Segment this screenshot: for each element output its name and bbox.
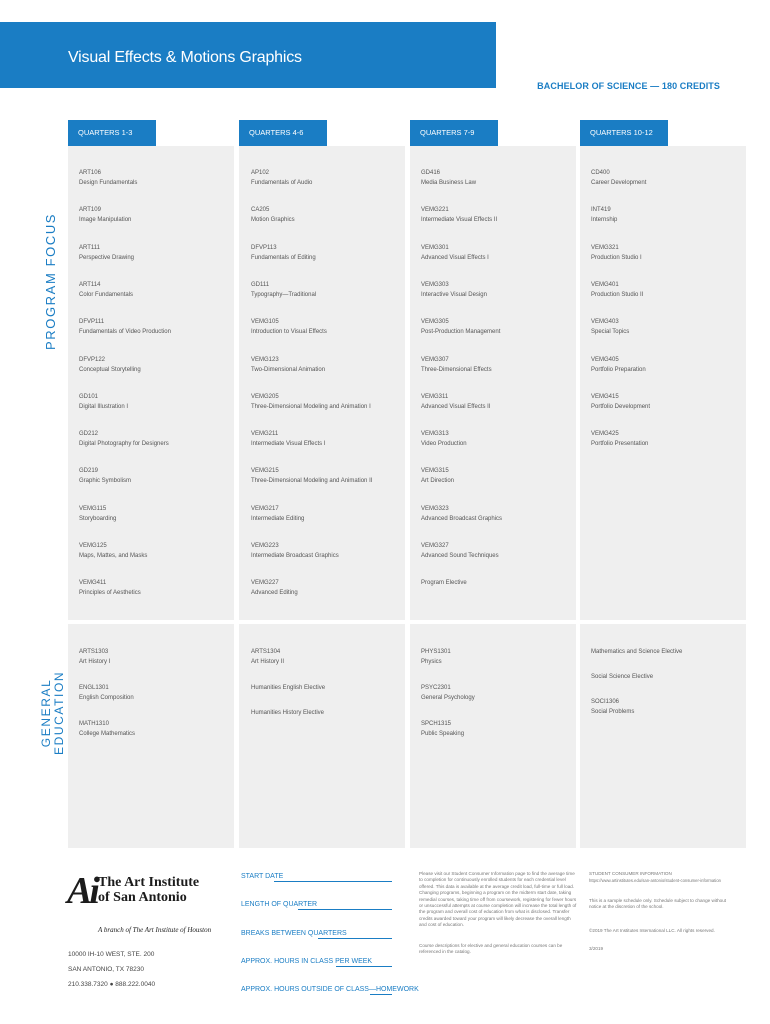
course-entry [591, 317, 751, 337]
title-banner [0, 22, 496, 88]
course-code: DFVP111 [79, 319, 105, 326]
start-date-field[interactable] [274, 881, 392, 882]
course-entry [421, 504, 581, 524]
breaks-field[interactable] [318, 938, 392, 939]
course-name: Advanced Editing [251, 590, 298, 597]
course-name: Intermediate Visual Effects I [251, 441, 326, 448]
course-code: VEMG115 [79, 505, 107, 512]
course-descriptions-note: Course descriptions for elective and general education courses can be referenced in the catalog. [419, 943, 563, 955]
course-name: Motion Graphics [251, 217, 295, 224]
course-name: Principles of Aesthetics [79, 590, 141, 597]
course-name: Advanced Visual Effects II [421, 403, 491, 410]
course-code: GD416 [421, 170, 441, 176]
quarter-header-1: QUARTERS 1-3 [68, 120, 156, 146]
course-entry [79, 205, 239, 225]
gen-ed-name: Social Problems [591, 709, 635, 715]
gen-ed-name: English Composition [79, 695, 134, 701]
course-entry [251, 205, 411, 225]
course-code: VEMG227 [251, 580, 279, 587]
course-entry [251, 466, 411, 486]
gen-ed-code: SOCI1306 [591, 699, 620, 705]
course-entry [251, 280, 411, 300]
course-entry [79, 392, 239, 412]
general-label-line2: EDUCATION [52, 670, 66, 755]
gen-ed-entry [591, 697, 751, 717]
gen-ed-entry [251, 708, 411, 718]
course-entry [591, 392, 751, 412]
course-entry [421, 317, 581, 337]
course-name: Graphic Symbolism [79, 478, 132, 485]
gen-ed-code: ARTS1303 [79, 649, 109, 655]
logo-line-2: of San Antonio [98, 890, 187, 905]
course-entry [421, 429, 581, 449]
general-column-4 [580, 624, 746, 848]
course-name: Media Business Law [421, 180, 477, 186]
course-name: Storyboarding [79, 515, 117, 522]
course-code: VEMG403 [591, 319, 619, 326]
quarter-header-3: QUARTERS 7-9 [410, 120, 498, 146]
course-entry [421, 243, 581, 263]
course-code: VEMG313 [421, 431, 449, 438]
course-entry [251, 355, 411, 375]
course-code: VEMG321 [591, 244, 619, 251]
course-name: Intermediate Visual Effects II [421, 217, 498, 224]
course-code: VEMG221 [421, 207, 449, 214]
course-name: Introduction to Visual Effects [251, 329, 327, 336]
gen-ed-code: PSYC2301 [421, 685, 451, 691]
course-code: Program Elective [421, 580, 467, 587]
course-name: Special Topics [591, 329, 630, 336]
course-name: Three-Dimensional Modeling and Animation II [251, 478, 373, 485]
course-entry [421, 392, 581, 412]
course-entry [79, 541, 239, 561]
course-code: VEMG125 [79, 543, 107, 549]
hours-in-class-label: APPROX. HOURS IN CLASS PER WEEK [241, 958, 373, 965]
consumer-info-text: Please visit our Student Consumer Information page to find the average time to completion for continuously enrolled students for each credential level offered. This data is available at the average credit load, full-time or full load. Changing programs, beginning a program on the midterm start date, taking remedial courses, taking time off from coursework, registering for fewer hours or unsuccessful attempts at course completion will increase the total length of the program and overall cost of education from what is disclosed. Transfer credits awarded toward your program will likely decrease the overall length and cost of education. [419, 871, 577, 928]
course-entry [79, 429, 239, 449]
course-name: Maps, Mattes, and Masks [79, 553, 148, 559]
gen-ed-entry [79, 647, 239, 667]
address-line-1: 10000 IH-10 WEST, STE. 200 [68, 951, 155, 958]
course-name: Advanced Visual Effects I [421, 254, 489, 261]
course-entry [591, 205, 751, 225]
course-entry [421, 280, 581, 300]
course-code: VEMG323 [421, 505, 449, 512]
gen-ed-code: Mathematics and Science Elective [591, 649, 683, 655]
course-name: Typography—Traditional [251, 291, 317, 298]
course-code: DFVP122 [79, 356, 106, 363]
course-entry [421, 466, 581, 486]
general-education-label [40, 671, 66, 755]
page-title: Visual Effects & Motions Graphics [68, 49, 302, 66]
course-name: Three-Dimensional Modeling and Animation I [251, 403, 371, 410]
course-entry [251, 504, 411, 524]
course-name: Interactive Visual Design [421, 291, 487, 298]
course-code: VEMG415 [591, 393, 619, 400]
course-code: VEMG315 [421, 468, 449, 475]
course-entry [79, 466, 239, 486]
course-name: Advanced Sound Techniques [421, 553, 499, 559]
gen-ed-entry [251, 647, 411, 667]
gen-ed-entry [421, 683, 581, 703]
course-code: GD212 [79, 431, 99, 438]
course-code: GD111 [251, 281, 270, 288]
gen-ed-code: PHYS1301 [421, 649, 451, 655]
copyright: ©2019 The Art Institutes International LLC. All rights reserved. [589, 928, 715, 933]
gen-ed-name: Art History I [79, 659, 111, 665]
general-label-line1: GENERAL [39, 678, 53, 748]
course-name: Portfolio Development [591, 403, 651, 410]
breaks-label: BREAKS BETWEEN QUARTERS [241, 930, 347, 937]
course-entry [421, 355, 581, 375]
course-code: AP102 [251, 170, 270, 176]
course-code: VEMG301 [421, 244, 449, 251]
gen-ed-name: Public Speaking [421, 731, 465, 737]
course-code: ART109 [79, 207, 101, 214]
gen-ed-entry [251, 683, 411, 693]
course-name: Intermediate Broadcast Graphics [251, 553, 339, 559]
course-entry [421, 578, 581, 588]
course-entry [251, 392, 411, 412]
quarter-header-2: QUARTERS 4-6 [239, 120, 327, 146]
course-name: Fundamentals of Audio [251, 180, 313, 186]
course-name: Art Direction [421, 478, 455, 485]
course-name: Fundamentals of Editing [251, 254, 316, 261]
course-entry [591, 243, 751, 263]
course-code: VEMG305 [421, 319, 449, 326]
course-name: Perspective Drawing [79, 254, 135, 261]
course-code: VEMG205 [251, 393, 279, 400]
length-of-quarter-label: LENGTH OF QUARTER [241, 901, 318, 908]
course-code: VEMG401 [591, 281, 619, 288]
gen-ed-code: ARTS1304 [251, 649, 281, 655]
length-of-quarter-field[interactable] [298, 909, 392, 910]
course-entry [251, 168, 411, 188]
course-code: VEMG211 [251, 431, 279, 438]
revision-date: 3/2019 [589, 946, 604, 951]
course-name: Conceptual Storytelling [79, 366, 141, 373]
course-code: ART111 [79, 244, 101, 251]
course-code: VEMG223 [251, 543, 279, 549]
course-code: GD219 [79, 468, 99, 475]
course-name: Design Fundamentals [79, 180, 138, 186]
course-code: VEMG411 [79, 580, 107, 587]
course-entry [421, 168, 581, 188]
program-focus-label: PROGRAM FOCUS [43, 212, 58, 350]
hours-outside-field[interactable] [370, 994, 392, 995]
course-entry [591, 355, 751, 375]
gen-ed-entry [79, 683, 239, 703]
logo-wordmark [98, 875, 199, 905]
course-entry [79, 317, 239, 337]
course-name: Internship [591, 217, 618, 224]
course-entry [251, 317, 411, 337]
course-name: Image Manipulation [79, 217, 132, 224]
course-name: Three-Dimensional Effects [421, 366, 492, 373]
gen-ed-entry [421, 647, 581, 667]
gen-ed-entry [79, 719, 239, 739]
course-entry [79, 280, 239, 300]
course-name: Advanced Broadcast Graphics [421, 515, 503, 522]
gen-ed-name: General Psychology [421, 695, 475, 701]
course-entry [421, 541, 581, 561]
course-code: VEMG303 [421, 281, 449, 288]
gen-ed-entry [591, 672, 751, 682]
gen-ed-code: SPCH1315 [421, 721, 452, 727]
course-entry [251, 243, 411, 263]
course-name: Post-Production Management [421, 329, 501, 336]
course-code: VEMG217 [251, 505, 279, 512]
course-entry [591, 168, 751, 188]
gen-ed-entry [591, 647, 751, 657]
course-entry [79, 504, 239, 524]
phone-line: 210.338.7320 ● 888.222.0040 [68, 981, 156, 988]
course-entry [251, 429, 411, 449]
course-name: Digital Illustration I [79, 403, 129, 410]
course-entry [591, 429, 751, 449]
course-code: CD400 [591, 170, 610, 176]
course-entry [79, 243, 239, 263]
address-line-2: SAN ANTONIO, TX 78230 [68, 966, 144, 973]
course-entry [421, 205, 581, 225]
gen-ed-name: Art History II [251, 659, 285, 665]
course-code: VEMG215 [251, 468, 279, 475]
gen-ed-code: ENGL1301 [79, 685, 109, 691]
course-name: Two-Dimensional Animation [251, 366, 326, 373]
course-code: ART114 [79, 281, 101, 288]
quarter-header-4: QUARTERS 10-12 [580, 120, 668, 146]
course-name: Fundamentals of Video Production [79, 329, 171, 336]
hours-outside-label: APPROX. HOURS OUTSIDE OF CLASS—HOMEWORK [241, 986, 419, 993]
gen-ed-entry [421, 719, 581, 739]
gen-ed-code: Social Science Elective [591, 674, 654, 680]
course-code: GD101 [79, 393, 99, 400]
gen-ed-name: College Mathematics [79, 731, 136, 737]
course-code: VEMG425 [591, 431, 619, 438]
consumer-info-title: STUDENT CONSUMER INFORMATION [589, 871, 672, 876]
logo-line-1: The Art Institute [98, 875, 200, 890]
course-name: Color Fundamentals [79, 291, 134, 298]
gen-ed-code: Humanities History Elective [251, 710, 325, 716]
course-code: VEMG327 [421, 543, 449, 549]
course-code: CA205 [251, 207, 270, 214]
course-entry [591, 280, 751, 300]
course-code: VEMG123 [251, 356, 279, 363]
sample-schedule-note: This is a sample schedule only. Schedule subject to change without notice at the discretion of the school. [589, 898, 727, 910]
course-entry [79, 168, 239, 188]
course-entry [79, 578, 239, 598]
course-code: VEMG105 [251, 319, 279, 326]
hours-in-class-field[interactable] [336, 966, 392, 967]
course-name: Video Production [421, 441, 467, 448]
course-name: Production Studio I [591, 254, 642, 261]
course-entry [79, 355, 239, 375]
course-code: VEMG307 [421, 356, 449, 363]
course-name: Portfolio Preparation [591, 366, 646, 373]
degree-label: BACHELOR OF SCIENCE — 180 CREDITS [537, 81, 720, 91]
course-name: Production Studio II [591, 291, 644, 298]
gen-ed-name: Physics [421, 659, 442, 665]
course-name: Intermediate Editing [251, 515, 305, 522]
consumer-info-link[interactable]: https://www.artinstitutes.edu/san-antonio/student-consumer-information [589, 878, 721, 883]
course-entry [251, 541, 411, 561]
course-code: VEMG311 [421, 393, 449, 400]
course-name: Digital Photography for Designers [79, 441, 169, 448]
course-code: INT419 [591, 207, 611, 214]
logo-branch: A branch of The Art Institute of Houston [98, 926, 212, 934]
course-code: DFVP113 [251, 244, 277, 251]
logo-mark: Ai [67, 870, 97, 912]
course-entry [251, 578, 411, 598]
gen-ed-code: MATH1310 [79, 721, 109, 727]
gen-ed-code: Humanities English Elective [251, 685, 326, 691]
course-name: Portfolio Presentation [591, 441, 649, 448]
start-date-label: START DATE [241, 873, 284, 880]
course-code: ART106 [79, 170, 101, 176]
course-code: VEMG405 [591, 356, 619, 363]
course-name: Career Development [591, 180, 647, 186]
